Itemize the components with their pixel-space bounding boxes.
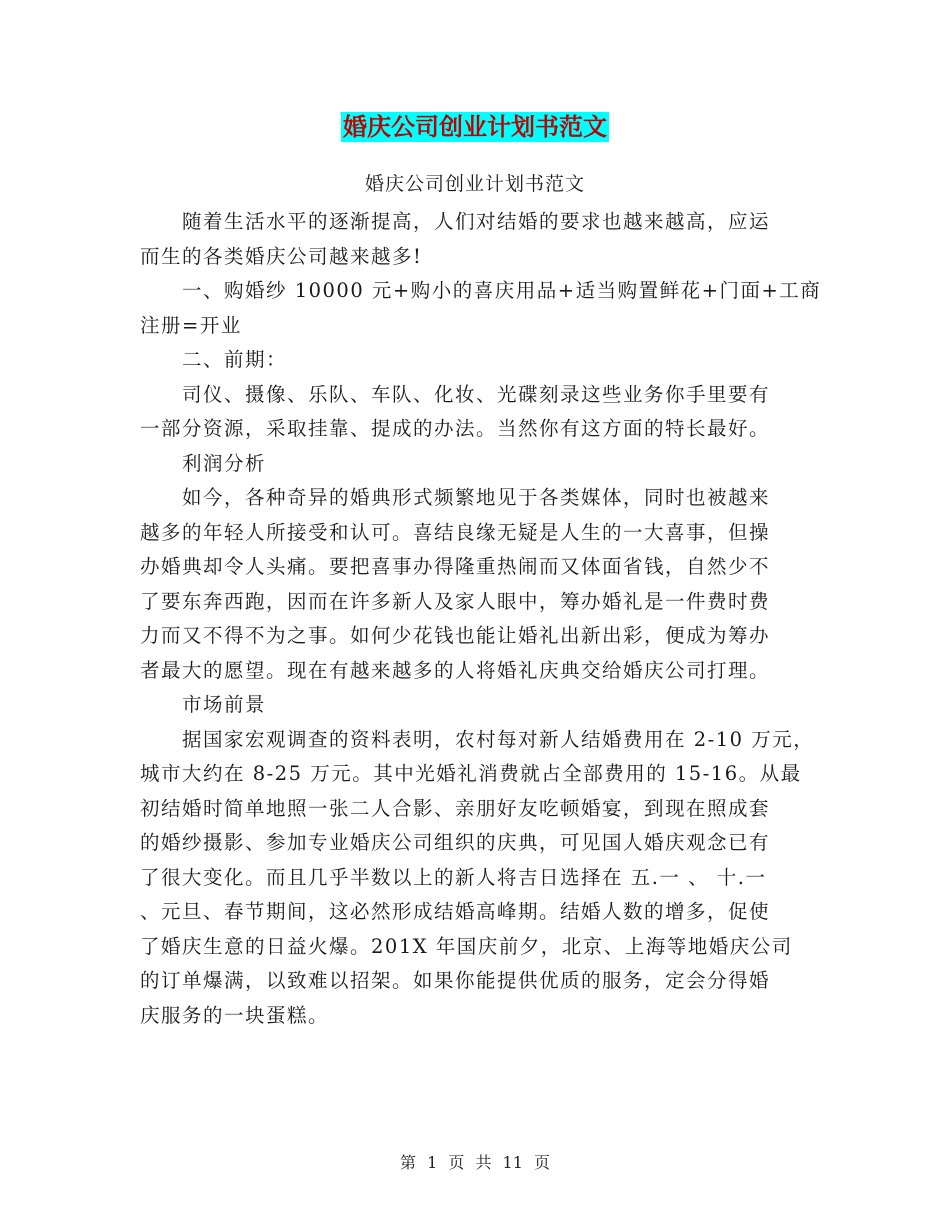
text-line: 的订单爆满，以致难以招架。如果你能提供优质的服务，定会分得婚 [140, 969, 771, 992]
page-title: 婚庆公司创业计划书范文 [343, 113, 607, 141]
text-line: 力而又不得不为之事。如何少花钱也能让婚礼出新出彩，便成为筹办 [140, 624, 771, 647]
text-line: 办婚典却令人头痛。要把喜事办得隆重热闹而又体面省钱，自然少不 [140, 555, 771, 578]
text-line: 一部分资源，采取挂靠、提成的办法。当然你有这方面的特长最好。 [140, 417, 771, 440]
document-body [140, 205, 820, 1033]
text-line: 初结婚时简单地照一张二人合影、亲朋好友吃顿婚宴，到现在照成套 [140, 796, 771, 820]
text-line: 了很大变化。而且几乎半数以上的新人将吉日选择在 五.一 、 十.一 [140, 865, 767, 889]
text-line: 者最大的愿望。现在有越来越多的人将婚礼庆典交给婚庆公司打理。 [140, 658, 771, 682]
text-line: 随着生活水平的逐渐提高，人们对结婚的要求也越来越高，应运 [182, 210, 771, 233]
text-line: 利润分析 [182, 451, 267, 475]
text-line: 二、前期： [182, 348, 288, 371]
text-line: 司仪、摄像、乐队、车队、化妆、光碟刻录这些业务你手里要有 [182, 382, 771, 406]
text-line: 注册=开业 [140, 313, 242, 337]
text-line: 如今，各种奇异的婚典形式频繁地见于各类媒体，同时也被越来 [182, 486, 771, 509]
page-footer: 第 1 页 共 11 页 [400, 1153, 550, 1172]
text-line: 的婚纱摄影、参加专业婚庆公司组织的庆典，可见国人婚庆观念已有 [140, 831, 771, 854]
text-line: 庆服务的一块蛋糕。 [140, 1003, 330, 1027]
text-line: 了要东奔西跑，因而在许多新人及家人眼中，筹办婚礼是一件费时费 [140, 589, 771, 613]
title-container [0, 112, 950, 142]
text-line: 一、购婚纱 10000 元+购小的喜庆用品+适当购置鲜花+门面+工商 [182, 279, 822, 302]
text-line: 据国家宏观调查的资料表明，农村每对新人结婚费用在 2-10 万元， [182, 727, 815, 751]
text-line: 而生的各类婚庆公司越来越多! [140, 244, 423, 268]
text-line: 市场前景 [182, 693, 267, 716]
text-line: 了婚庆生意的日益火爆。201X 年国庆前夕，北京、上海等地婚庆公司 [140, 934, 793, 958]
text-line: 城市大约在 8-25 万元。其中光婚礼消费就占全部费用的 15-16。从最 [140, 762, 802, 785]
document-subtitle: 婚庆公司创业计划书范文 [364, 173, 585, 195]
text-line: 越多的年轻人所接受和认可。喜结良缘无疑是人生的一大喜事，但操 [140, 520, 771, 544]
text-line: 、元旦、春节期间，这必然形成结婚高峰期。结婚人数的增多，促使 [140, 900, 771, 923]
